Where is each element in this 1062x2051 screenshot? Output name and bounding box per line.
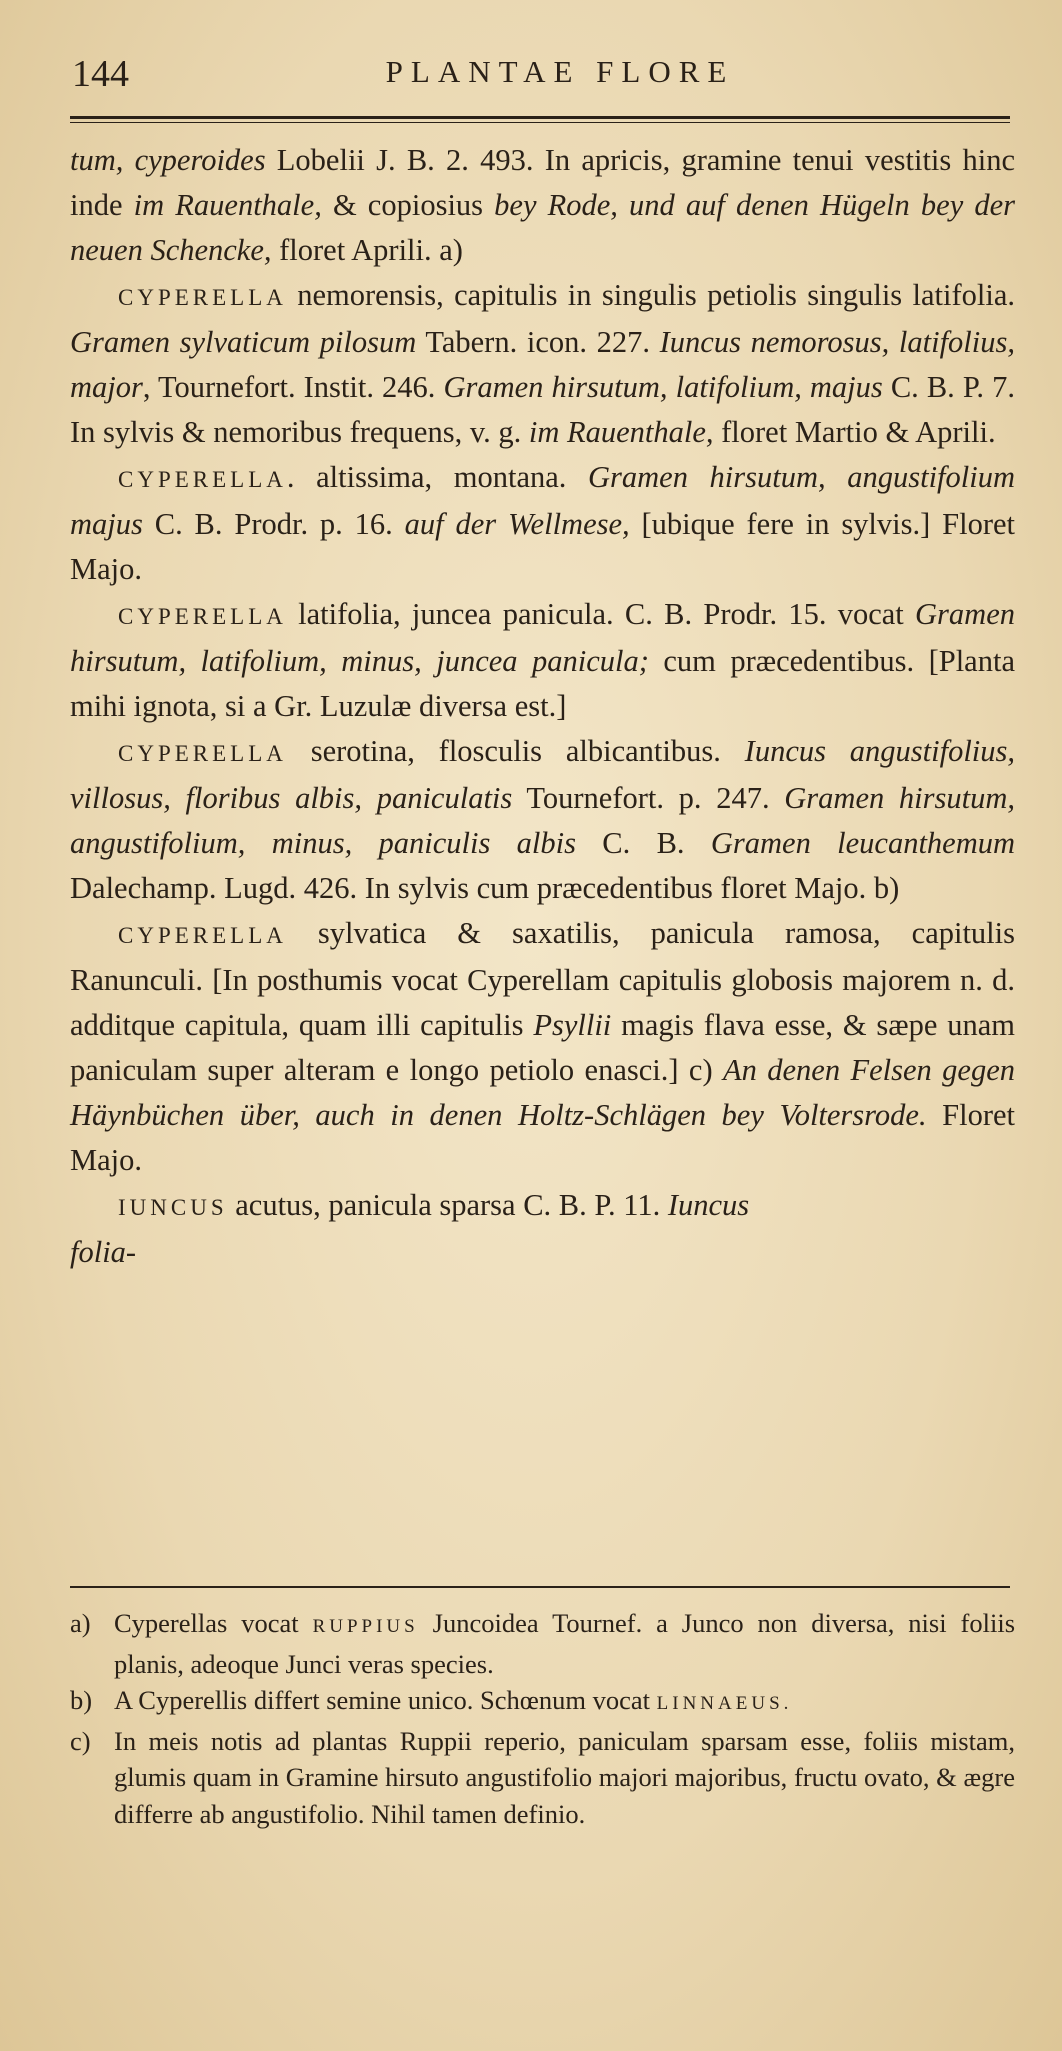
page-number: 144 (72, 53, 129, 95)
paragraph (70, 729, 1015, 911)
text-run: A Cyperellis differt semine unico. Schœnum vocat (114, 1685, 657, 1715)
small-caps-name: CYPERELLA (118, 741, 287, 766)
header-rule-thin (70, 122, 1010, 123)
text-run: [ubique fere in sylvis.] Floret Majo. (70, 507, 1015, 586)
text-run: C. B. P. 7. In sylvis & nemoribus frequens, v. g. (70, 370, 1015, 449)
text-run: floret Aprili. a) (271, 233, 463, 267)
small-caps-name: CYPERELLA (118, 285, 287, 310)
main-text (70, 138, 1015, 1275)
italic-text: im Rauenthale, (528, 415, 714, 449)
footnote-text (114, 1605, 1015, 1682)
italic-text: Gramen hirsutum, angustifolium, minus, paniculis albis (70, 781, 1016, 860)
footnotes (70, 1605, 1015, 1832)
paragraph (70, 592, 1015, 729)
page-header (70, 52, 1010, 102)
text-run: Floret Majo. (70, 1098, 1015, 1177)
footnote-text (114, 1682, 1015, 1723)
italic-text: Gramen hirsutum, latifolium, majus (443, 370, 883, 404)
catchword: folia- (70, 1235, 137, 1269)
text-run: Tournefort. p. 247. (512, 781, 785, 815)
paragraph (70, 138, 1015, 273)
text-run: & copiosius (332, 188, 495, 222)
italic-text: Gramen leucanthemum (710, 826, 1016, 860)
text-run: . altissima, montana. (286, 460, 588, 494)
small-caps-name: CYPERELLA (118, 467, 287, 492)
text-run: C. B. (575, 826, 711, 860)
italic-text: Iuncus (667, 1188, 750, 1222)
running-title: PLANTAE FLORE (385, 54, 735, 89)
italic-text: im Rauenthale, (133, 188, 333, 222)
paragraph (70, 455, 1015, 592)
text-run: , Tournefort. Instit. 246. (142, 370, 444, 404)
italic-text: Iuncus nemorosus, latifolius, major (70, 325, 1015, 404)
small-caps-name: IUNCUS (118, 1195, 228, 1220)
paragraph (70, 1183, 1015, 1230)
footnote-rule (70, 1586, 1010, 1588)
italic-text: auf der Wellmese, (404, 507, 630, 541)
italic-text: Psyllii (533, 1008, 612, 1042)
text-run: Juncoidea Tournef. a Junco non diversa, nisi foliis planis, adeoque Junci veras species. (114, 1608, 1016, 1679)
text-run: nemorensis, capitulis in singulis petiolis singulis latifolia. (286, 278, 1015, 312)
footnote-mark: a) (70, 1608, 91, 1638)
footnote-mark: b) (70, 1685, 93, 1715)
text-run: Tabern. icon. 227. (416, 325, 660, 359)
text-run: Cyperellas vocat (114, 1608, 313, 1638)
text-run: latifolia, juncea panicula. C. B. Prodr. 15. vocat (286, 597, 916, 631)
text-run: cum præcedentibus. [Planta mihi ignota, si a Gr. Luzulæ diversa est.] (70, 644, 1015, 723)
text-run: acutus, panicula sparsa C. B. P. 11. (227, 1188, 668, 1222)
paragraph (70, 911, 1015, 1183)
italic-text: bey Rode, und auf denen Hügeln bey der neuen Schencke, (70, 188, 1016, 267)
italic-text: tum, cyperoides (70, 143, 266, 177)
footnote (70, 1605, 1015, 1682)
footnote-mark: c) (70, 1725, 91, 1756)
text-run: In meis notis ad plantas Ruppii reperio, paniculam sparsam esse, foliis mistam, glumis quam in Gramine hirsuto angustifolio majori majoribus, fructu ovato, & ægre differre ab angustifolio. Nihil tamen definio. (114, 1725, 1015, 1829)
italic-text: Gramen hirsutum, angustifolium majus (70, 460, 1015, 541)
italic-text: Iuncus angustifolius, villosus, floribus albis, paniculatis (70, 734, 1016, 815)
text-run: Dalechamp. Lugd. 426. In sylvis cum præcedentibus floret Majo. b) (70, 871, 900, 905)
paragraph (70, 273, 1015, 455)
small-caps-name: CYPERELLA (118, 604, 287, 629)
italic-text: Gramen hirsutum, latifolium, minus, juncea panicula; (70, 597, 1015, 678)
text-run: sylvatica & saxatilis, panicula ramosa, capitulis Ranunculi. [In posthumis vocat Cyperellam capitulis globosis majorem n. d. additque capitula, quam illi capitulis (70, 916, 1015, 1042)
header-rule (70, 116, 1010, 119)
text-run: magis flava esse, & sæpe unam paniculam super alteram e longo petiolo enasci.] c) (70, 1008, 1016, 1087)
text-run: serotina, flosculis albicantibus. (286, 734, 745, 768)
text-run: C. B. Prodr. p. 16. (142, 507, 405, 541)
italic-text: Gramen sylvaticum pilosum (70, 325, 417, 359)
small-caps-name: RUPPIUS (312, 1616, 419, 1637)
small-caps-name: LINNAEUS. (656, 1693, 793, 1714)
footnote-text (114, 1723, 1015, 1833)
text-run: Lobelii J. B. 2. 493. In apricis, gramine tenui vestitis hinc inde (70, 143, 1015, 222)
italic-text: An denen Felsen gegen Häynbüchen über, auch in denen Holtz-Schlägen bey Voltersrode. (70, 1053, 1015, 1132)
footnote (70, 1723, 1015, 1833)
footnote (70, 1682, 1015, 1723)
text-run: floret Martio & Aprili. (713, 415, 996, 449)
small-caps-name: CYPERELLA (118, 923, 287, 948)
